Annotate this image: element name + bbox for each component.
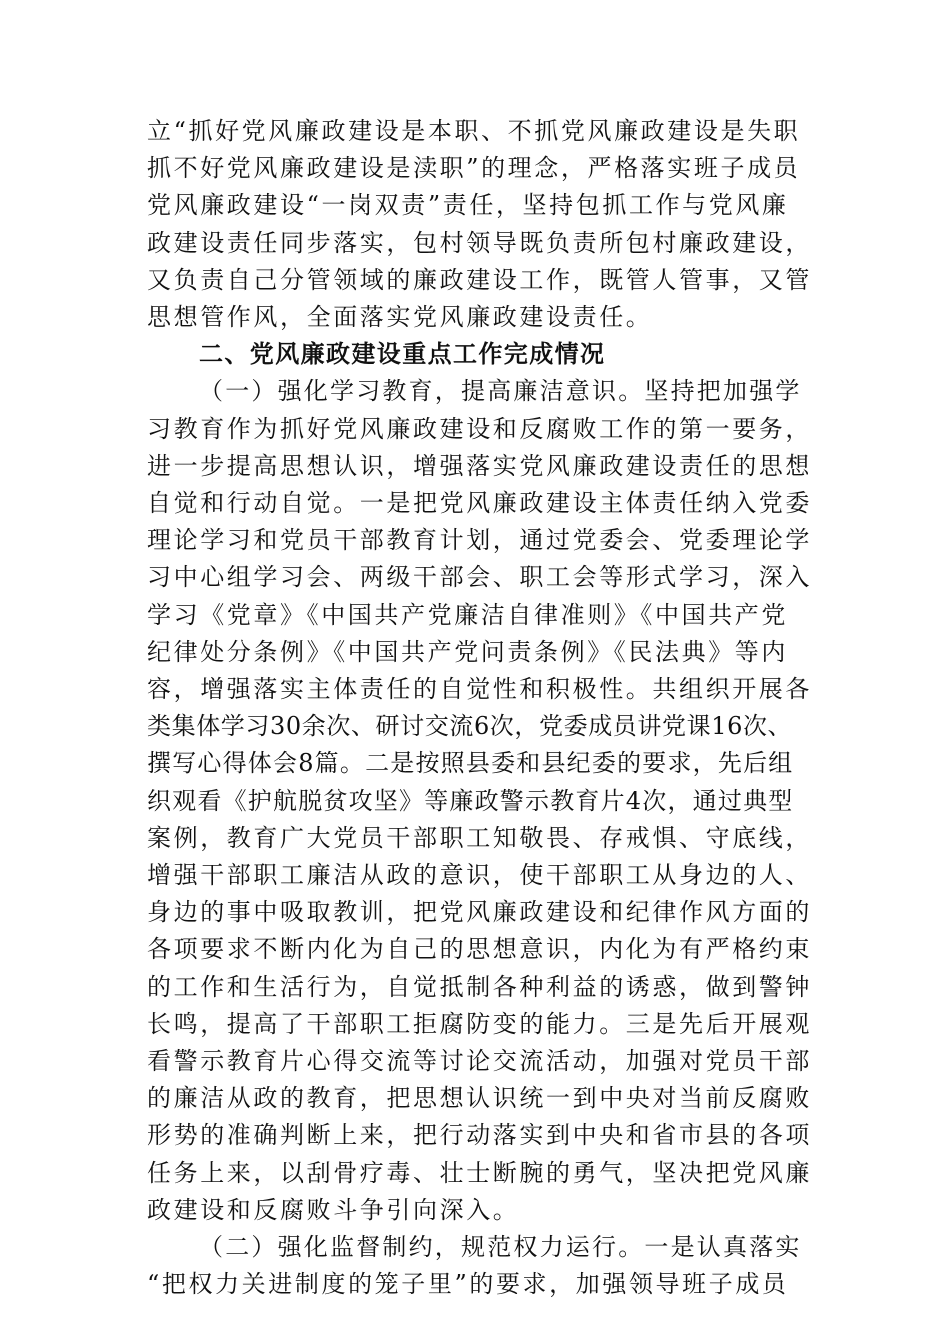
text-line: 思想管作风，全面落实党风廉政建设责任。 <box>147 303 653 332</box>
text-line: 案例，教育广大党员干部职工知敬畏、存戒惧、守底线， <box>147 823 812 852</box>
text-line: 织观看《护航脱贫攻坚》等廉政警示教育片4次，通过典型 <box>147 786 794 815</box>
text-line: 容，增强落实主体责任的自觉性和积极性。共组织开展各 <box>147 675 812 704</box>
section-heading: 二、党风廉政建设重点工作完成情况 <box>199 340 606 369</box>
body-text <box>147 113 812 1304</box>
text-line: 进一步提高思想认识，增强落实党风廉政建设责任的思想 <box>147 451 812 480</box>
text-line: 纪律处分条例》《中国共产党问责条例》《民法典》等内 <box>147 637 788 666</box>
text-line: 形势的准确判断上来，把行动落实到中央和省市县的各项 <box>147 1121 812 1150</box>
text-line: 学习《党章》《中国共产党廉洁自律准则》《中国共产党 <box>147 600 788 629</box>
text-line: 党风廉政建设“一岗双责”责任，坚持包抓工作与党风廉 <box>147 191 789 220</box>
text-line: 政建设和反腐败斗争引向深入。 <box>147 1195 520 1224</box>
text-line: 习教育作为抓好党风廉政建设和反腐败工作的第一要务， <box>147 414 812 443</box>
text-line: 理论学习和党员干部教育计划，通过党委会、党委理论学 <box>147 526 812 555</box>
text-line: 自觉和行动自觉。一是把党风廉政建设主体责任纳入党委 <box>147 489 812 518</box>
paragraph-first-line: （一）强化学习教育，提高廉洁意识。坚持把加强学 <box>199 377 802 406</box>
text-line: 立“抓好党风廉政建设是本职、不抓党风廉政建设是失职 <box>147 117 801 145</box>
text-line: 撰写心得体会8篇。二是按照县委和县纪委的要求，先后组 <box>147 749 794 778</box>
text-line: 长鸣，提高了干部职工拒腐防变的能力。三是先后开展观 <box>147 1009 812 1038</box>
text-line: 的工作和生活行为，自觉抵制各种利益的诱惑，做到警钟 <box>147 972 812 1001</box>
text-line: 的廉洁从政的教育，把思想认识统一到中央对当前反腐败 <box>147 1084 812 1113</box>
paragraph-first-line: （二）强化监督制约，规范权力运行。一是认真落实 <box>199 1233 802 1262</box>
text-line: “把权力关进制度的笼子里”的要求，加强领导班子成员 <box>147 1270 789 1299</box>
text-line: 又负责自己分管领域的廉政建设工作，既管人管事，又管 <box>147 265 812 294</box>
text-line: 类集体学习30余次、研讨交流6次，党委成员讲党课16次、 <box>147 712 793 741</box>
text-line: 习中心组学习会、两级干部会、职工会等形式学习，深入 <box>147 563 812 592</box>
text-line: 任务上来，以刮骨疗毒、壮士断腕的勇气，坚决把党风廉 <box>147 1158 812 1187</box>
text-line: 各项要求不断内化为自己的思想意识，内化为有严格约束 <box>147 935 812 964</box>
text-line: 看警示教育片心得交流等讨论交流活动，加强对党员干部 <box>147 1047 812 1076</box>
text-line: 政建设责任同步落实，包村领导既负责所包村廉政建设， <box>147 228 812 257</box>
text-line: 抓不好党风廉政建设是渎职”的理念，严格落实班子成员 <box>147 154 801 183</box>
text-line: 身边的事中吸取教训，把党风廉政建设和纪律作风方面的 <box>147 898 812 927</box>
text-line: 增强干部职工廉洁从政的意识，使干部职工从身边的人、 <box>147 861 812 890</box>
